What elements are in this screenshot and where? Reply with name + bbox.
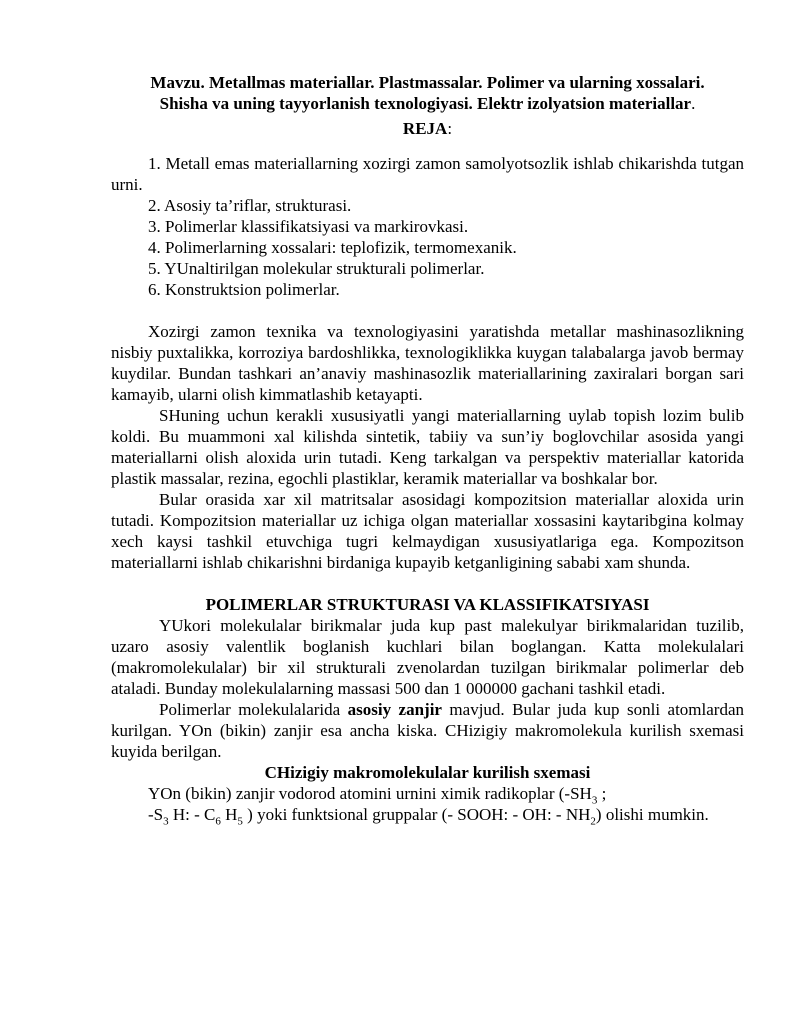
title-line-2: Shisha va uning tayyorlanish texnologiyasi. Elektr izolyatsion materiallar — [159, 94, 692, 113]
plan-heading: REJA: — [402, 119, 453, 138]
title-period: . — [691, 94, 696, 113]
paragraph-intro: Xozirgi zamon texnika va texnologiyasini yaratishda metallar mashinasozlikning nisbiy puxtalikka, korroziya bardoshlikka, texnologiklikka kuygan talabalarga javob bermay kuydilar. Bundan tashkari an’anaviy mashinasozlik materiallarining zaxiralari borgan sari kamayib, ularni olish kimmatlashib ketayapti. — [111, 322, 744, 404]
subsection-heading: CHizigiy makromolekulalar kurilish sxemasi — [264, 763, 591, 782]
plan-item: 3. Polimerlar klassifikatsiyasi va markirovkasi. — [148, 217, 469, 236]
paragraph-composites: Bular orasida xar xil matritsalar asosidagi kompozitsion materiallar aloxida urin tutadi. Kompozitsion materiallar uz ichiga olgan materiallar xossasini kaytaribgina kolmay xech kaysi tashkil etuvchiga tugri kelmaydigan xususiyatlariga ega. Kompozitson materiallarni ishlab chikarishni birdaniga kupayib ketganligining sababi xam shunda. — [111, 490, 744, 572]
document-page — [111, 72, 744, 828]
paragraph-functional-groups: $-S_3$ H: - $C_6$ $H_5$ ) yoki funktsional gruppalar (- SOOH: - OH: - $NH_2$) olishi mumkin. — [148, 805, 709, 828]
bold-term: asosiy zanjir — [347, 700, 442, 719]
paragraph-polymer-definition: YUkori molekulalar birikmalar juda kup past malekulyar birikmalaridan tuzilib, uzaro asosiy valentlik boglanish kuchlari bilan boglangan. Katta molekulalari (makromolekulalar) bir xil strukturali zvenolardan tuzilgan birikmalar polimerlar deb ataladi. Bunday molekulalarning massasi 500 dan 1 000000 gachani tashkil etadi. — [111, 616, 744, 698]
document-title — [111, 72, 744, 114]
plan-item: 2. Asosiy ta’riflar, strukturasi. — [148, 196, 352, 215]
section-heading: POLIMERLAR STRUKTURASI VA KLASSIFIKATSIYASI — [205, 595, 650, 614]
spacer — [111, 300, 744, 321]
paragraph-new-materials: SHuning uchun kerakli xususiyatli yangi materiallarning uylab topish lozim bulib koldi. Bu muammoni xal kilishda sintetik, tabiiy va sun’iy boglovchilar asosida yangi materiallarni olish aloxida urin tutadi. Keng tarkalgan va perspektiv materiallar katorida plastik massalar, rezina, egochli plastiklar, keramik materiallar va boshkalar bor. — [111, 406, 744, 488]
plan-list — [111, 153, 744, 300]
plan-item: 5. YUnaltirilgan molekular strukturali polimerlar. — [148, 259, 485, 278]
plan-item: 6. Konstruktsion polimerlar. — [148, 280, 340, 299]
paragraph-main-chain: Polimerlar molekulalarida asosiy zanjir mavjud. Bular juda kup sonli atomlardan kurilgan. YOn (bikin) zanjir esa ancha kiska. CHizigiy makromolekula kurilish sxemasi kuyida berilgan. — [111, 700, 744, 761]
plan-item: 4. Polimerlarning xossalari: teplofizik, termomexanik. — [148, 238, 517, 257]
title-line-1: Mavzu. Metallmas materiallar. Plastmassalar. Polimer va ularning xossalari. — [150, 73, 705, 92]
paragraph-side-chain: YOn (bikin) zanjir vodorod atomini urnini ximik radikoplar ($-SH_3$ ; — [148, 784, 607, 807]
plan-item: 1. Metall emas materiallarning xozirgi zamon samolyotsozlik ishlab chikarishda tutgan urni. — [111, 154, 744, 194]
